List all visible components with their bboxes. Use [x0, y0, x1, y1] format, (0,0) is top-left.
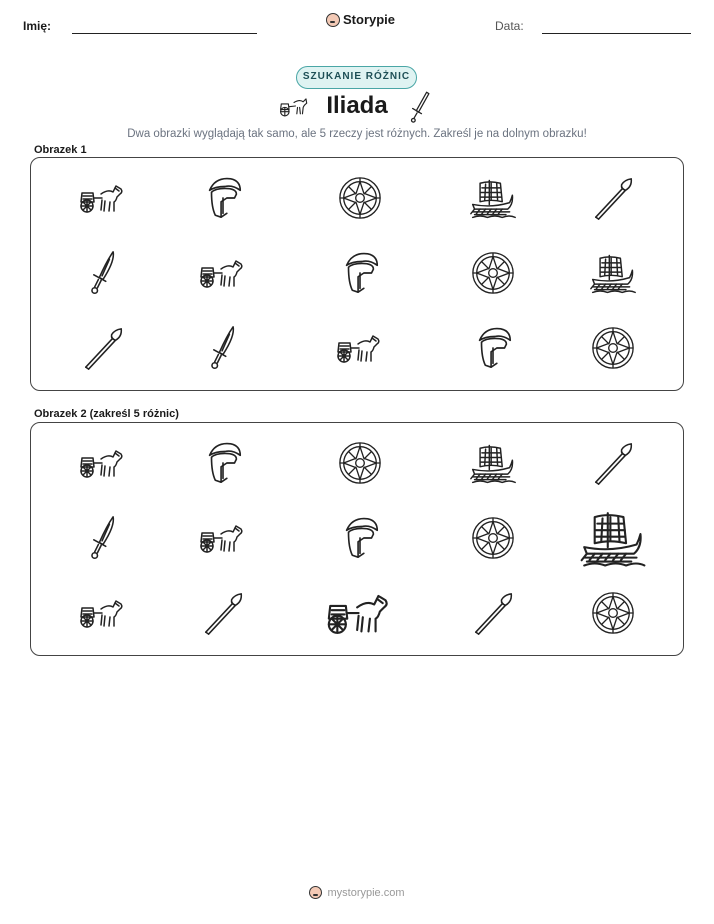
activity-badge: SZUKANIE RÓŻNIC [296, 66, 417, 89]
instructions: Dwa obrazki wyglądają tak samo, ale 5 rzeczy jest różnych. Zakreśl je na dolnym obrazku! [127, 128, 587, 140]
footer-mascot-icon [309, 886, 322, 899]
helmet-icon[interactable] [330, 510, 390, 566]
panel-1-label: Obrazek 1 [34, 144, 87, 156]
spear-icon[interactable] [73, 320, 133, 376]
chariot-icon[interactable] [330, 320, 390, 376]
date-line[interactable] [542, 33, 691, 34]
footer-site: mystorypie.com [327, 886, 405, 899]
chariot-icon[interactable] [73, 435, 133, 491]
sword-icon[interactable] [73, 245, 133, 301]
sword-icon[interactable] [193, 320, 253, 376]
chariot-icon[interactable] [73, 170, 133, 226]
shield-icon[interactable] [463, 510, 523, 566]
chariot-icon[interactable] [193, 510, 253, 566]
page-title: Iliada [326, 92, 388, 119]
spear-icon[interactable] [583, 170, 643, 226]
helmet-icon[interactable] [193, 170, 253, 226]
ship-icon[interactable] [463, 170, 523, 226]
panel-2 [30, 422, 684, 656]
ship-icon[interactable] [583, 245, 643, 301]
shield-icon[interactable] [330, 170, 390, 226]
brand-mascot-icon [326, 13, 340, 27]
shield-icon[interactable] [583, 320, 643, 376]
brand-logo [326, 12, 395, 27]
ship-icon[interactable] [577, 506, 649, 570]
chariot-icon[interactable] [73, 585, 133, 641]
title-sword-icon [408, 90, 432, 129]
chariot-icon[interactable] [193, 245, 253, 301]
spear-icon[interactable] [463, 585, 523, 641]
helmet-icon[interactable] [463, 320, 523, 376]
date-label: Data: [495, 19, 524, 33]
spear-icon[interactable] [583, 435, 643, 491]
helmet-icon[interactable] [193, 435, 253, 491]
shield-icon[interactable] [330, 435, 390, 491]
shield-icon[interactable] [463, 245, 523, 301]
panel-2-label: Obrazek 2 (zakreśl 5 różnic) [34, 408, 179, 420]
name-label: Imię: [23, 19, 52, 33]
ship-icon[interactable] [463, 435, 523, 491]
helmet-icon[interactable] [330, 245, 390, 301]
name-line[interactable] [72, 33, 257, 34]
panel-1 [30, 157, 684, 391]
spear-icon[interactable] [193, 585, 253, 641]
sword-icon[interactable] [73, 510, 133, 566]
chariot-icon[interactable] [324, 581, 396, 645]
brand-name: Storypie [343, 12, 396, 27]
shield-icon[interactable] [583, 585, 643, 641]
footer [0, 886, 714, 899]
